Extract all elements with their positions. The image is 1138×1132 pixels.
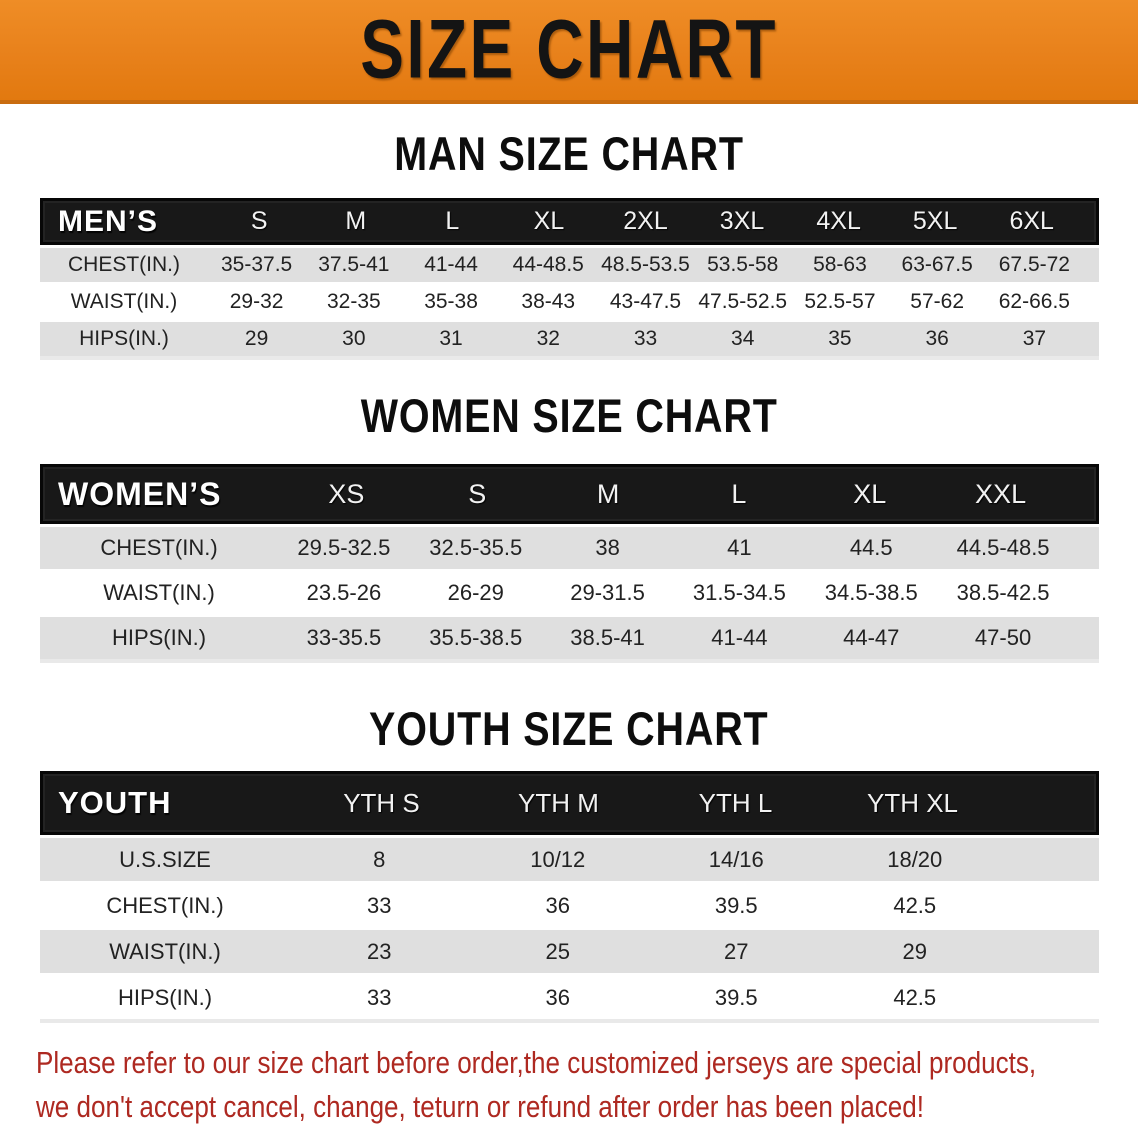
size-column-header: M: [345, 207, 367, 235]
size-value: 41-44: [424, 253, 478, 276]
size-value: 33: [367, 984, 392, 1010]
size-value: 35.5-38.5: [429, 625, 523, 650]
size-value: 48.5-53.5: [601, 253, 690, 276]
size-column-header: L: [445, 207, 460, 235]
size-value: 38.5-41: [570, 625, 645, 650]
disclaimer: [36, 1041, 1037, 1129]
size-value: 27: [724, 938, 749, 964]
size-value: 29: [902, 938, 927, 964]
row-label: CHEST(IN.): [100, 535, 218, 560]
size-value: 67.5-72: [998, 253, 1070, 276]
banner: [0, 0, 1138, 104]
table-corner-label: YOUTH: [58, 785, 172, 820]
row-label: CHEST(IN.): [68, 253, 180, 276]
men-section-heading: MAN SIZE CHART: [394, 127, 744, 180]
size-value: 25: [545, 938, 570, 964]
table-row: [40, 617, 1099, 659]
size-value: 36: [925, 327, 949, 350]
size-value: 62-66.5: [998, 290, 1070, 313]
table-row: [40, 930, 1099, 973]
size-value: 44-47: [843, 625, 900, 650]
size-value: 29-31.5: [570, 580, 645, 605]
size-value: 44.5-48.5: [956, 535, 1050, 560]
size-value: 32-35: [326, 290, 381, 313]
size-column-header: 6XL: [1009, 207, 1054, 235]
size-column-header: YTH XL: [866, 787, 959, 818]
size-column-header: S: [250, 207, 268, 235]
table-header-row: [40, 771, 1099, 835]
size-column-header: XL: [853, 478, 887, 509]
size-value: 29-32: [229, 290, 284, 313]
size-value: 39.5: [714, 892, 758, 918]
disclaimer-line-2: we don't accept cancel, change, teturn or refund after order has been placed!: [36, 1089, 925, 1124]
row-label: WAIST(IN.): [109, 938, 221, 964]
table-row: [40, 976, 1099, 1019]
size-value: 52.5-57: [804, 290, 876, 313]
size-column-header: YTH L: [698, 787, 773, 818]
size-value: 29: [244, 327, 269, 350]
size-value: 34.5-38.5: [824, 580, 918, 605]
row-label: HIPS(IN.): [117, 984, 213, 1010]
size-value: 36: [545, 892, 570, 918]
women-size-table: [40, 464, 1099, 663]
size-value: 44.5: [849, 535, 893, 560]
size-value: 58-63: [813, 253, 867, 276]
size-value: 10/12: [530, 846, 586, 872]
size-value: 33-35.5: [306, 625, 382, 650]
youth-size-table: [40, 771, 1099, 1023]
size-value: 14/16: [708, 846, 764, 872]
size-value: 38: [595, 535, 620, 560]
size-column-header: 2XL: [623, 207, 668, 235]
size-value: 35-38: [424, 290, 478, 313]
size-value: 41: [727, 535, 752, 560]
table-header-row: [40, 198, 1099, 245]
row-label: U.S.SIZE: [119, 846, 211, 872]
size-value: 8: [373, 846, 386, 872]
men-size-table: [40, 198, 1099, 360]
table-row: [40, 884, 1099, 927]
size-value: 47.5-52.5: [698, 290, 788, 313]
size-column-header: L: [731, 478, 747, 509]
disclaimer-line-1: Please refer to our size chart before order,the customized jerseys are special products,: [36, 1045, 1037, 1080]
size-value: 23: [367, 938, 392, 964]
row-label: HIPS(IN.): [79, 327, 169, 350]
size-value: 33: [367, 892, 392, 918]
size-value: 36: [545, 984, 570, 1010]
size-value: 38-43: [521, 290, 576, 313]
size-value: 26-29: [447, 580, 504, 605]
size-value: 30: [342, 327, 366, 350]
size-column-header: 4XL: [816, 207, 861, 235]
size-column-header: S: [468, 478, 487, 509]
size-value: 31.5-34.5: [692, 580, 786, 605]
size-value: 32.5-35.5: [429, 535, 523, 560]
size-value: 35-37.5: [220, 253, 293, 276]
youth-heading-wrap: [0, 703, 1138, 755]
size-value: 42.5: [893, 892, 937, 918]
size-value: 42.5: [893, 984, 937, 1010]
row-label: CHEST(IN.): [106, 892, 224, 918]
size-column-header: XL: [533, 207, 565, 235]
size-column-header: 5XL: [912, 207, 958, 235]
youth-section: [0, 703, 1138, 1023]
size-column-header: M: [596, 478, 620, 509]
size-value: 57-62: [910, 290, 965, 313]
size-value: 44-48.5: [512, 253, 584, 276]
size-column-header: YTH M: [518, 787, 599, 818]
size-column-header: XXL: [975, 478, 1027, 509]
table-row: [40, 527, 1099, 569]
row-label: WAIST(IN.): [103, 580, 215, 605]
women-heading-wrap: [0, 390, 1138, 442]
size-value: 32: [536, 327, 560, 350]
size-value: 41-44: [711, 625, 768, 650]
table-row: [40, 285, 1099, 319]
men-heading-wrap: [0, 128, 1138, 180]
size-value: 53.5-58: [707, 253, 779, 276]
size-value: 47-50: [974, 625, 1032, 650]
size-value: 33: [633, 327, 658, 350]
size-value: 39.5: [714, 984, 758, 1010]
table-row: [40, 322, 1099, 356]
size-value: 31: [439, 327, 463, 350]
size-value: 38.5-42.5: [956, 580, 1050, 605]
men-section: [0, 128, 1138, 360]
size-column-header: XS: [328, 478, 365, 509]
table-header-row: [40, 464, 1099, 524]
size-value: 63-67.5: [901, 253, 973, 276]
banner-title: SIZE CHART: [360, 3, 778, 96]
size-value: 29.5-32.5: [297, 535, 391, 560]
size-value: 23.5-26: [306, 580, 382, 605]
table-row: [40, 248, 1099, 282]
size-value: 43-47.5: [609, 290, 682, 313]
size-value: 35: [828, 327, 852, 350]
women-section: [0, 390, 1138, 663]
table-row: [40, 838, 1099, 881]
women-section-heading: WOMEN SIZE CHART: [360, 389, 778, 442]
table-corner-label: WOMEN’S: [58, 475, 222, 512]
youth-section-heading: YOUTH SIZE CHART: [369, 702, 769, 755]
size-value: 37: [1022, 327, 1047, 350]
size-value: 34: [731, 327, 755, 350]
size-value: 37.5-41: [318, 253, 390, 276]
size-value: 18/20: [887, 846, 943, 872]
size-column-header: 3XL: [719, 207, 765, 235]
size-column-header: YTH S: [343, 787, 420, 818]
row-label: WAIST(IN.): [70, 290, 178, 313]
table-corner-label: MEN’S: [58, 204, 159, 238]
row-label: HIPS(IN.): [111, 625, 207, 650]
table-row: [40, 572, 1099, 614]
